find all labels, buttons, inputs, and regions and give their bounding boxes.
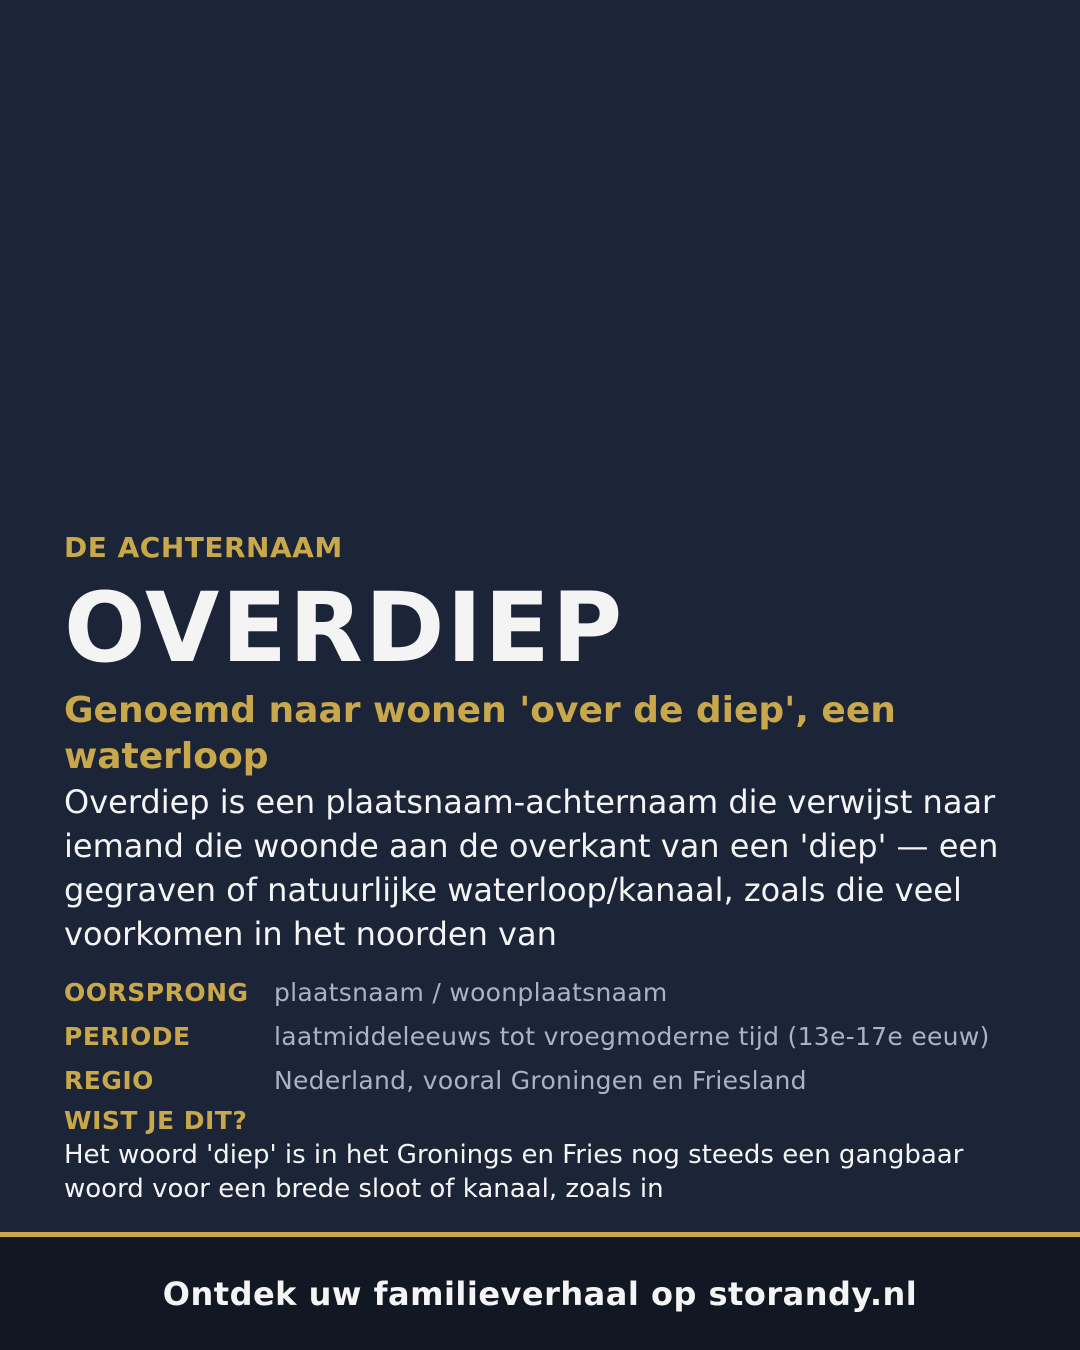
facts-list xyxy=(64,978,1016,1096)
did-you-know-label: WIST JE DIT? xyxy=(64,1106,248,1135)
fact-value: Nederland, vooral Groningen en Friesland xyxy=(274,1066,807,1095)
surname-card xyxy=(64,528,1016,1206)
fact-row-region xyxy=(64,1066,1016,1096)
surname-description: Overdiep is een plaatsnaam-achternaam die verwijst naar iemand die woonde aan de overkant van een 'diep' — een gegraven of natuurlijke waterloop/kanaal, zoals die veel voorkomen in het noorden van xyxy=(64,783,999,953)
fact-label: PERIODE xyxy=(64,1022,191,1051)
fact-label: REGIO xyxy=(64,1066,154,1095)
fact-row-period xyxy=(64,1022,1016,1052)
fact-row-origin xyxy=(64,978,1016,1008)
eyebrow-label: DE ACHTERNAAM xyxy=(64,531,343,564)
fact-label: OORSPRONG xyxy=(64,978,249,1007)
surname-subtitle: Genoemd naar wonen 'over de diep', een waterloop xyxy=(64,690,896,777)
footer-cta[interactable]: Ontdek uw familieverhaal op storandy.nl xyxy=(162,1274,918,1313)
fact-value: laatmiddeleeuws tot vroegmoderne tijd (13e-17e eeuw) xyxy=(274,1022,990,1051)
did-you-know-text: Het woord 'diep' is in het Gronings en Fries nog steeds een gangbaar woord voor een brede sloot of kanaal, zoals in xyxy=(64,1140,964,1204)
surname-title: OVERDIEP xyxy=(64,572,625,684)
footer-banner xyxy=(0,1232,1080,1350)
fact-value: plaatsnaam / woonplaatsnaam xyxy=(274,978,668,1007)
